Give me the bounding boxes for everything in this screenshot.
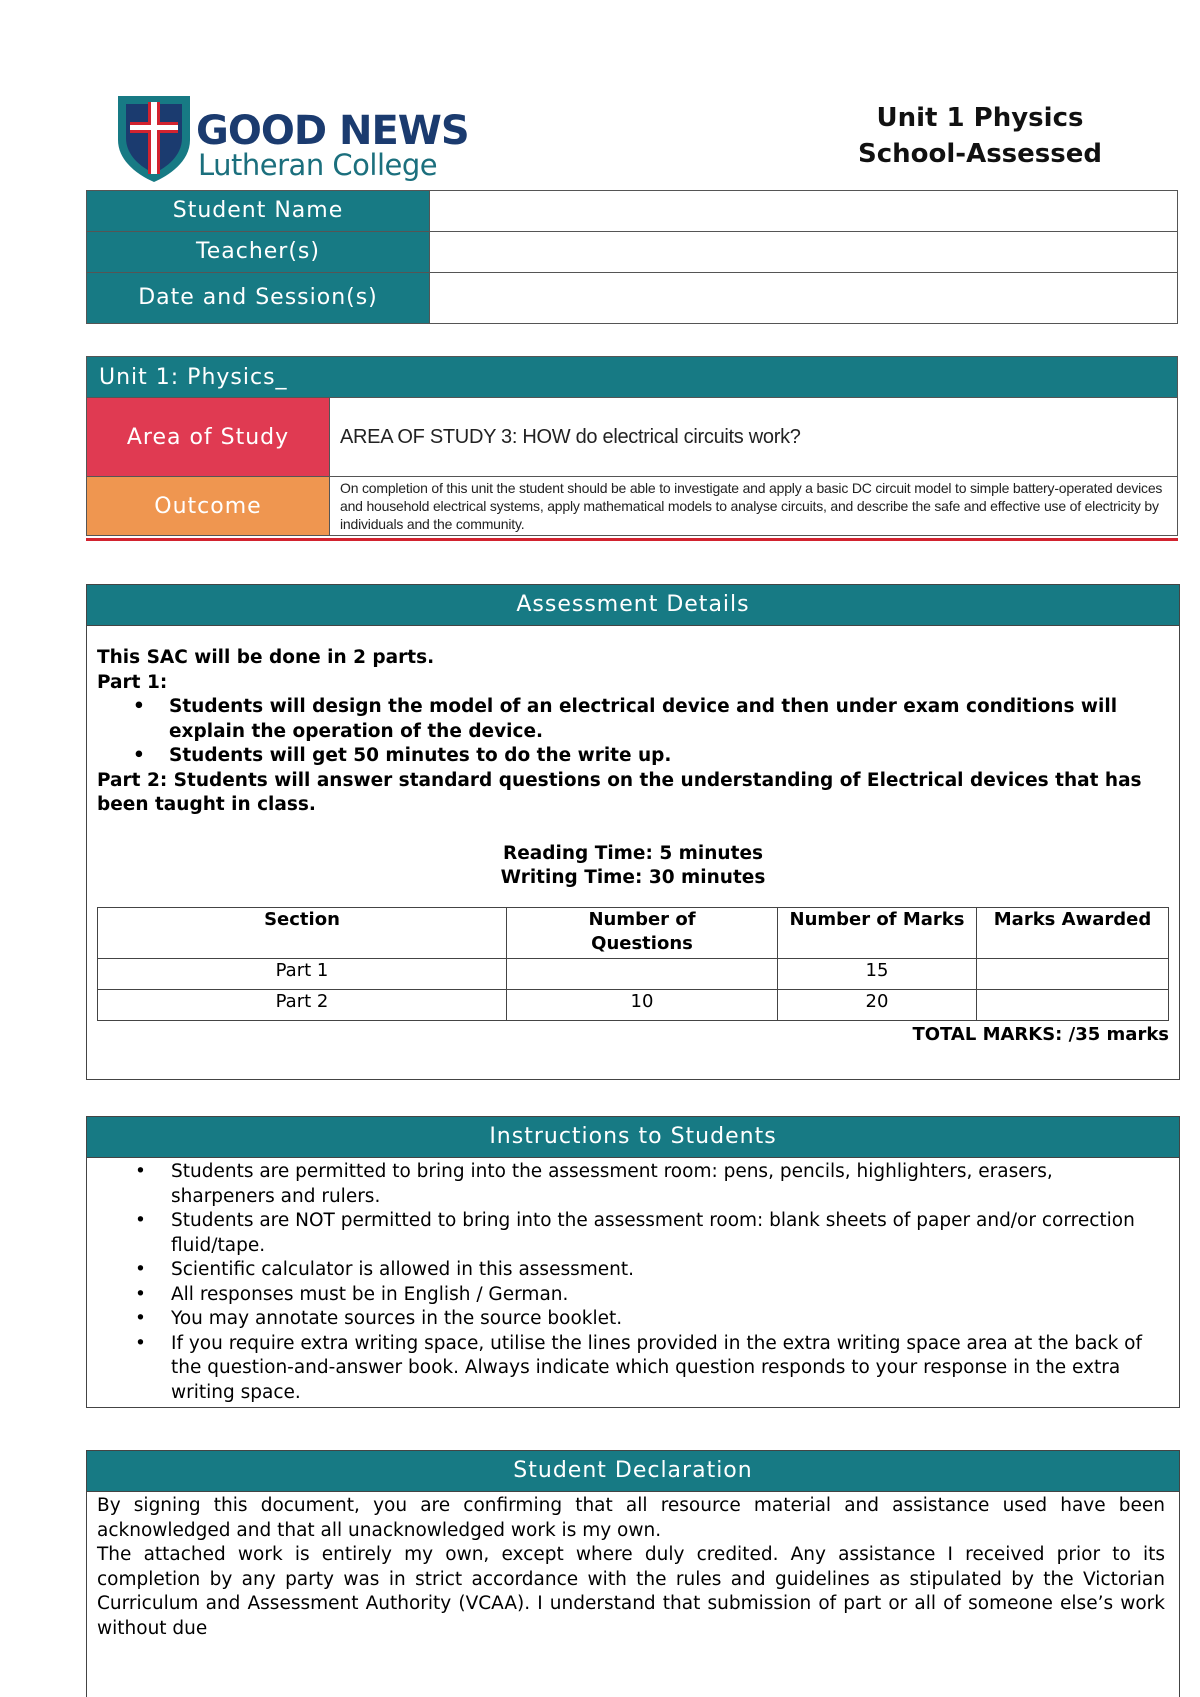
list-item: • Students will get 50 minutes to do the write up. [169,744,1169,769]
teachers-field[interactable] [430,232,1178,273]
writing-time: Writing Time: 30 minutes [500,867,766,888]
list-item: • You may annotate sources in the source booklet. [171,1307,1149,1332]
marks-table [97,907,1169,1021]
assessment-intro: This SAC will be done in 2 parts. [97,647,435,668]
table-header: Marks Awarded [977,907,1169,958]
table-cell: 20 [778,989,977,1020]
student-info-table [86,190,1178,324]
school-logo [116,88,476,184]
table-header: Number of Questions [507,907,778,958]
part1-list [97,695,1169,769]
table-cell: Part 2 [98,989,507,1020]
outcome-value: On completion of this unit the student should be able to investigate and apply a basic DC circuit model to simple battery-operated devices and household electrical systems, apply mathematical models to analyse circuits, and describe the safe and effective use of electricity by individuals and the community. [330,477,1178,536]
assessment-details-section [86,584,1180,1080]
teachers-label: Teacher(s) [87,232,430,273]
declaration-paragraph: The attached work is entirely my own, except where duly credited. Any assistance I received prior to its completion by any party was in strict accordance with the rules and guidelines as stipulated by the Victorian Curriculum and Assessment Authority (VCAA). I understand that submission of part or all of someone else’s work without due [97,1544,1165,1639]
table-cell: 15 [778,958,977,989]
unit-table [86,356,1178,536]
list-item: • Students are permitted to bring into the assessment room: pens, pencils, highlighters, erasers, sharpeners and rulers. [171,1160,1149,1209]
date-session-label: Date and Session(s) [87,273,430,324]
title-line-1: Unit 1 Physics [876,103,1084,133]
list-item: • If you require extra writing space, utilise the lines provided in the extra writing space area at the back of the question-and-answer book. Always indicate which question responds to your response in the extra writing space. [171,1332,1149,1406]
list-item: • All responses must be in English / German. [171,1283,1149,1308]
logo-subtitle: Lutheran College [198,148,438,182]
list-item: • Students are NOT permitted to bring into the assessment room: blank sheets of paper and/or correction fluid/tape. [171,1209,1149,1258]
assessment-details-heading: Assessment Details [87,585,1179,626]
date-session-field[interactable] [430,273,1178,324]
unit-heading: Unit 1: Physics_ [87,357,1178,398]
marks-awarded-cell[interactable] [977,989,1169,1020]
outcome-label: Outcome [87,477,330,536]
declaration-section [86,1450,1180,1697]
table-cell: 10 [507,989,778,1020]
part1-label: Part 1: [97,671,168,693]
instructions-heading: Instructions to Students [87,1117,1179,1158]
table-row [98,958,1169,989]
shield-cross-icon [116,92,192,182]
declaration-heading: Student Declaration [87,1451,1179,1492]
title-line-2: School-Assessed [858,139,1102,169]
student-name-label: Student Name [87,191,430,232]
table-header: Section [98,907,507,958]
part2-text: Part 2: Students will answer standard questions on the understanding of Electrical devices that has been taught in class. [97,769,1142,815]
logo-name: GOOD NEWS [196,108,469,154]
marks-awarded-cell[interactable] [977,958,1169,989]
divider-rule [86,538,1178,541]
table-cell [507,958,778,989]
table-cell: Part 1 [98,958,507,989]
table-header: Number of Marks [778,907,977,958]
declaration-paragraph: By signing this document, you are confirming that all resource material and assistance used have been acknowledged and that all unacknowledged work is my own. [97,1495,1165,1541]
list-item: • Students will design the model of an electrical device and then under exam conditions will explain the operation of the device. [169,695,1169,744]
instructions-list [87,1158,1179,1405]
area-of-study-label: Area of Study [87,398,330,477]
table-row [98,989,1169,1020]
list-item: • Scientific calculator is allowed in this assessment. [171,1258,1149,1283]
area-of-study-value: AREA OF STUDY 3: HOW do electrical circuits work? [330,398,1178,477]
student-name-field[interactable] [430,191,1178,232]
document-title [830,100,1130,172]
total-marks: TOTAL MARKS: /35 marks [912,1023,1169,1045]
reading-time: Reading Time: 5 minutes [502,842,763,864]
instructions-section [86,1116,1180,1408]
